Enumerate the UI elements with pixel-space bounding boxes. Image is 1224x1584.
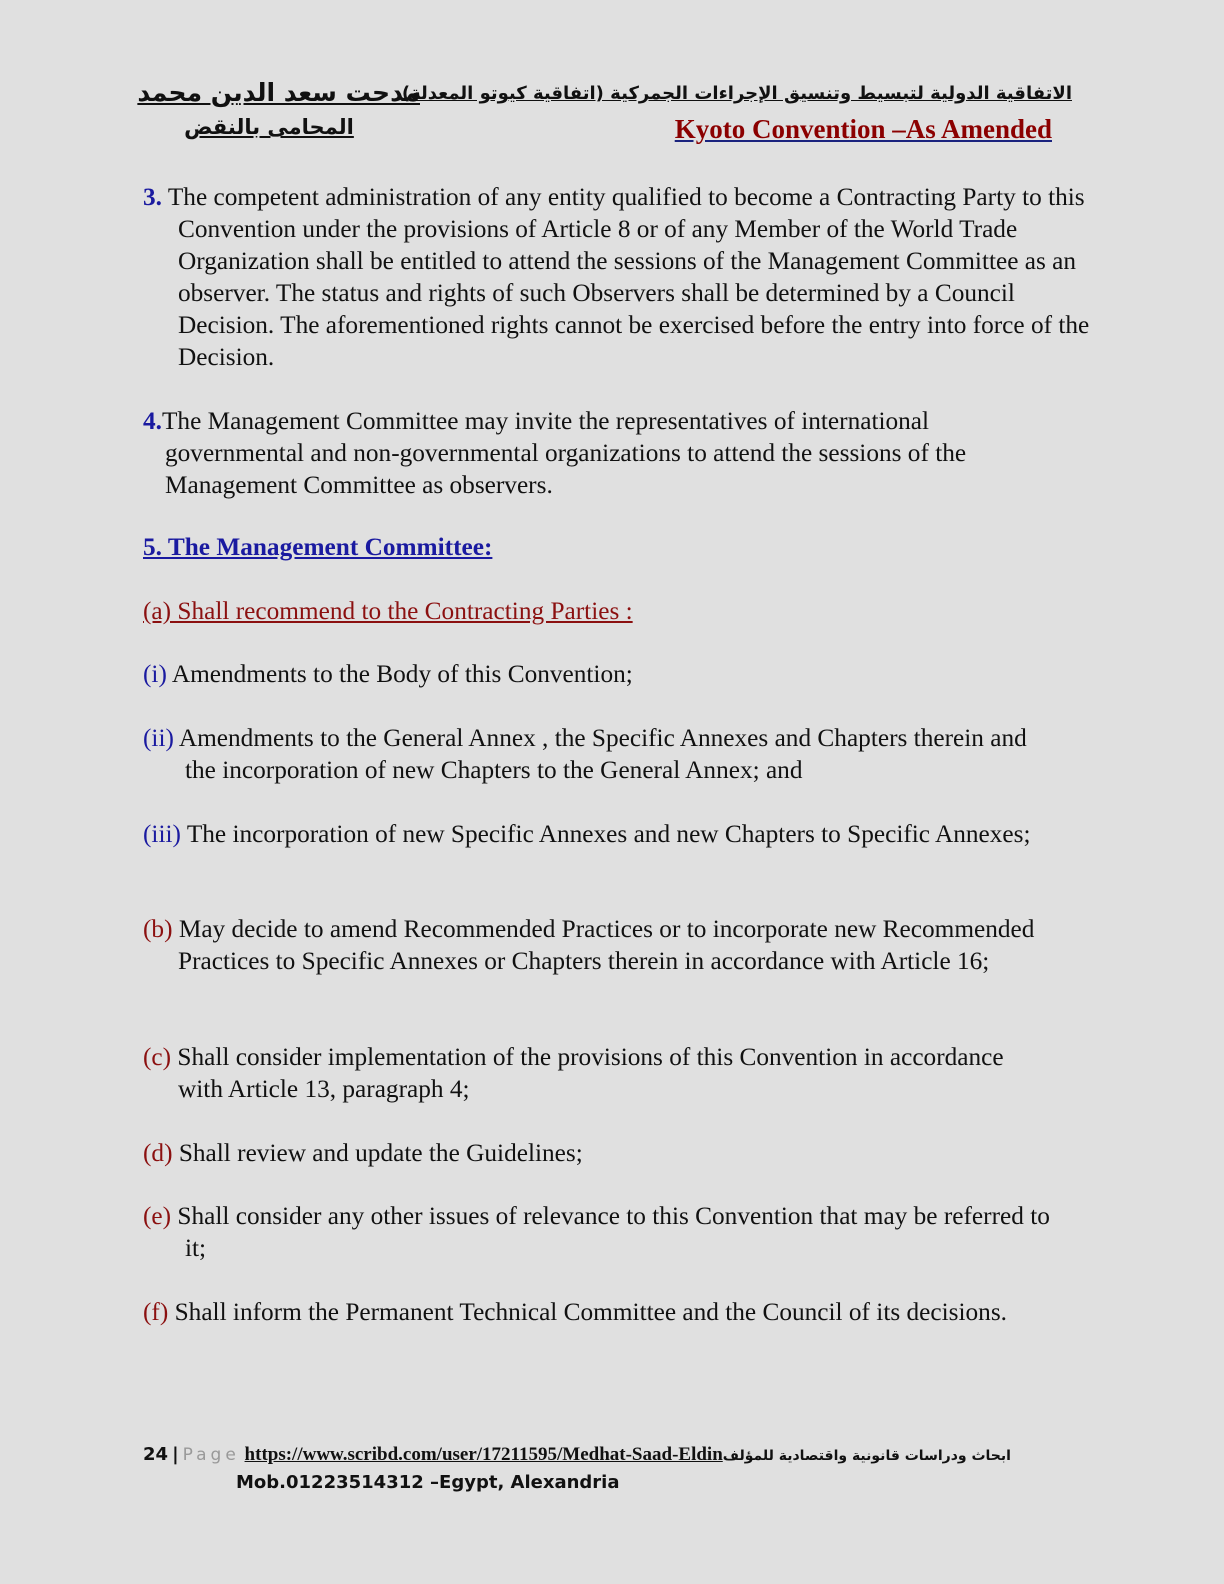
section-5-heading: 5. The Management Committee:: [143, 533, 493, 561]
list-item-text: Shall inform the Permanent Technical Committee and the Council of its decisions.: [174, 1298, 1007, 1326]
list-item-text: Shall review and update the Guidelines;: [178, 1139, 583, 1167]
paragraph-4: [143, 405, 1070, 501]
list-item-label: (c): [143, 1043, 172, 1071]
list-item-b: [143, 913, 1103, 977]
list-item-iii: [143, 818, 1072, 850]
paragraph-number: 4.: [143, 407, 162, 435]
list-item-label: (d): [143, 1139, 173, 1167]
page-separator: |: [172, 1444, 179, 1465]
list-item-e: [143, 1200, 1075, 1264]
list-item-label: (b): [143, 915, 173, 943]
list-item-i: [143, 658, 1093, 690]
author-profile-link[interactable]: https://www.scribd.com/user/17211595/Medhat-Saad-Eldin: [244, 1444, 723, 1465]
list-item-f: [143, 1296, 1023, 1328]
title-english: Kyoto Convention –As Amended: [674, 114, 1052, 144]
footer-line: [143, 1444, 1011, 1466]
document-title-block: [402, 80, 1072, 145]
footer-arabic-note: ابحاث ودراسات قانونية واقتصادية للمؤلف: [722, 1448, 1011, 1464]
page-label: Page: [182, 1445, 240, 1465]
footer-contact: Mob.01223514312 –Egypt, Alexandria: [236, 1472, 620, 1493]
list-item-label: (iii): [143, 820, 181, 848]
page-number: 24: [143, 1444, 169, 1465]
list-item-text: May decide to amend Recommended Practices or to incorporate new Recommended Practices to Specific Annexes or Chapters therein in accordance with Article 16;: [178, 915, 1035, 975]
list-item-label: (ii): [143, 724, 174, 752]
subsection-a-heading: (a) Shall recommend to the Contracting Parties :: [143, 597, 633, 625]
paragraph-number: 3.: [143, 183, 162, 211]
paragraph-3: [143, 181, 1103, 373]
list-item-d: [143, 1137, 1093, 1169]
author-block: [137, 76, 420, 144]
paragraph-text: The competent administration of any entity qualified to become a Contracting Party to this Convention under the provisions of Article 8 or of any Member of the World Trade Organization shall be entitled to attend the sessions of the Management Committee as an observer. The status and rights of such Observers shall be determined by a Council Decision. The aforementioned rights cannot be exercised before the entry into force of the Decision.: [167, 183, 1090, 371]
list-item-ii: [143, 722, 1045, 786]
list-item-text: Amendments to the General Annex , the Specific Annexes and Chapters therein and the incorporation of new Chapters to the General Annex; and: [178, 724, 1027, 784]
list-item-text: Shall consider implementation of the provisions of this Convention in accordance with Article 13, paragraph 4;: [177, 1043, 1004, 1103]
paragraph-text: The Management Committee may invite the representatives of international governmental and non-governmental organizations to attend the sessions of the Management Committee as observers.: [161, 407, 967, 499]
list-item-label: (i): [143, 660, 167, 688]
list-item-label: (e): [143, 1202, 172, 1230]
author-title: المحامى بالنقض: [184, 115, 354, 139]
list-item-text: The incorporation of new Specific Annexes and new Chapters to Specific Annexes;: [186, 820, 1031, 848]
list-item-c: [143, 1041, 1008, 1105]
list-item-label: (f): [143, 1298, 169, 1326]
author-name: مدحت سعد الدين محمد: [137, 78, 420, 107]
list-item-text: Shall consider any other issues of relevance to this Convention that may be referred to it;: [177, 1202, 1050, 1262]
title-arabic: الاتفاقية الدولية لتبسيط وتنسيق الإجراءات الجمركية (اتفاقية كيوتو المعدلة): [401, 83, 1072, 104]
list-item-text: Amendments to the Body of this Convention;: [171, 660, 633, 688]
